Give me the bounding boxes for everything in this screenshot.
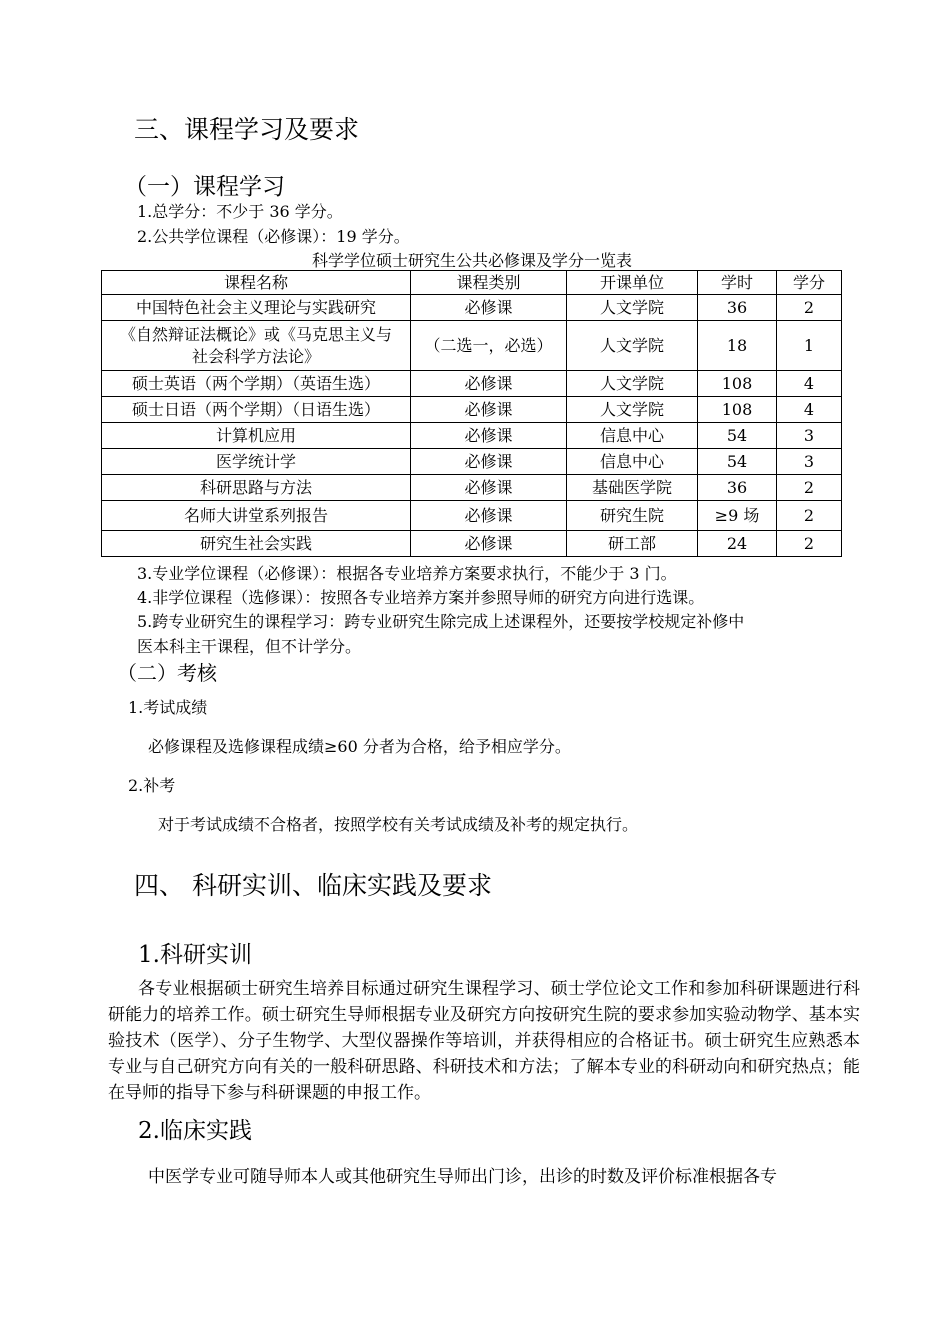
- cell-course-name: 《自然辩证法概论》或《马克思主义与社会科学方法论》: [102, 321, 411, 371]
- item-public-courses: 2.公共学位课程（必修课）：19 学分。: [137, 227, 410, 246]
- cell-department: 信息中心: [567, 423, 698, 449]
- cell-credits: 4: [777, 397, 842, 423]
- table-row: [102, 475, 842, 501]
- cell-department: 信息中心: [567, 449, 698, 475]
- cell-department: 研工部: [567, 531, 698, 557]
- cell-course-type: 必修课: [411, 449, 567, 475]
- cell-department: 人文学院: [567, 295, 698, 321]
- cell-department: 人文学院: [567, 321, 698, 371]
- research-training-paragraph: 各专业根据硕士研究生培养目标通过研究生课程学习、硕士学位论文工作和参加科研课题进行科研能力的培养工作。硕士研究生导师根据专业及研究方向按研究生院的要求参加实验动物学、基本实验技术（医学）、分子生物学、大型仪器操作等培训，并获得相应的合格证书。硕士研究生应熟悉本专业与自己研究方向有关的一般科研思路、科研技术和方法；了解本专业的科研动向和研究热点；能在导师的指导下参与科研课题的申报工作。: [108, 979, 860, 1103]
- table-row: [102, 371, 842, 397]
- cell-course-type: 必修课: [411, 531, 567, 557]
- cell-course-name: 硕士英语（两个学期）（英语生选）: [102, 371, 411, 397]
- cell-course-type: （二选一，必选）: [411, 321, 567, 371]
- cell-hours: 36: [698, 295, 777, 321]
- cell-hours: 54: [698, 423, 777, 449]
- cell-credits: 2: [777, 475, 842, 501]
- header-course-name: 课程名称: [102, 271, 411, 295]
- cell-course-name: 中国特色社会主义理论与实践研究: [102, 295, 411, 321]
- cell-course-name: 科研思路与方法: [102, 475, 411, 501]
- header-credits: 学分: [777, 271, 842, 295]
- exam-score-heading: 1.考试成绩: [128, 698, 208, 717]
- cell-course-name: 名师大讲堂系列报告: [102, 501, 411, 531]
- cell-credits: 1: [777, 321, 842, 371]
- header-department: 开课单位: [567, 271, 698, 295]
- item-elective-courses: 4.非学位课程（选修课）：按照各专业培养方案并参照导师的研究方向进行选课。: [137, 588, 705, 607]
- table-row: [102, 531, 842, 557]
- section4-title: 四、 科研实训、临床实践及要求: [134, 871, 492, 900]
- cell-credits: 2: [777, 501, 842, 531]
- table-row: [102, 501, 842, 531]
- cell-course-type: 必修课: [411, 397, 567, 423]
- cell-course-type: 必修课: [411, 423, 567, 449]
- cell-hours: 18: [698, 321, 777, 371]
- sub2-title: （二）考核: [117, 661, 217, 685]
- clinical-practice-paragraph: 中医学专业可随导师本人或其他研究生导师出门诊，出诊的时数及评价标准根据各专: [148, 1167, 777, 1187]
- cell-course-type: 必修课: [411, 475, 567, 501]
- item-cross-major-line2: 医本科主干课程，但不计学分。: [137, 637, 362, 656]
- exam-score-text: 必修课程及选修课程成绩≥60 分者为合格，给予相应学分。: [148, 737, 571, 756]
- clinical-practice-title: 2.临床实践: [138, 1118, 252, 1144]
- cell-credits: 4: [777, 371, 842, 397]
- course-table: [101, 270, 842, 557]
- cell-hours: ≥9 场: [698, 501, 777, 531]
- cell-credits: 3: [777, 423, 842, 449]
- cell-hours: 108: [698, 397, 777, 423]
- cell-department: 人文学院: [567, 397, 698, 423]
- cell-course-type: 必修课: [411, 371, 567, 397]
- table-row: [102, 397, 842, 423]
- research-training-title: 1.科研实训: [138, 942, 252, 968]
- cell-course-type: 必修课: [411, 295, 567, 321]
- cell-hours: 108: [698, 371, 777, 397]
- cell-department: 研究生院: [567, 501, 698, 531]
- cell-credits: 3: [777, 449, 842, 475]
- header-hours: 学时: [698, 271, 777, 295]
- cell-course-name: 硕士日语（两个学期）（日语生选）: [102, 397, 411, 423]
- cell-hours: 24: [698, 531, 777, 557]
- cell-credits: 2: [777, 295, 842, 321]
- cell-course-type: 必修课: [411, 501, 567, 531]
- cell-course-name: 医学统计学: [102, 449, 411, 475]
- makeup-exam-text: 对于考试成绩不合格者，按照学校有关考试成绩及补考的规定执行。: [158, 815, 639, 834]
- cell-credits: 2: [777, 531, 842, 557]
- table-row: [102, 321, 842, 371]
- item-total-credits: 1.总学分：不少于 36 学分。: [137, 202, 343, 221]
- cell-course-name: 研究生社会实践: [102, 531, 411, 557]
- table-row: [102, 295, 842, 321]
- cell-course-name: 计算机应用: [102, 423, 411, 449]
- item-cross-major-line1: 5.跨专业研究生的课程学习：跨专业研究生除完成上述课程外，还要按学校规定补修中: [137, 612, 745, 631]
- cell-hours: 54: [698, 449, 777, 475]
- sub1-title: （一）课程学习: [124, 174, 285, 200]
- makeup-exam-heading: 2.补考: [128, 776, 176, 795]
- table-caption: 科学学位硕士研究生公共必修课及学分一览表: [312, 251, 633, 270]
- cell-department: 人文学院: [567, 371, 698, 397]
- section3-title: 三、课程学习及要求: [134, 115, 360, 144]
- cell-department: 基础医学院: [567, 475, 698, 501]
- table-header-row: [102, 271, 842, 295]
- item-professional-courses: 3.专业学位课程（必修课）：根据各专业培养方案要求执行，不能少于 3 门。: [137, 564, 677, 583]
- cell-hours: 36: [698, 475, 777, 501]
- header-course-type: 课程类别: [411, 271, 567, 295]
- table-row: [102, 423, 842, 449]
- table-row: [102, 449, 842, 475]
